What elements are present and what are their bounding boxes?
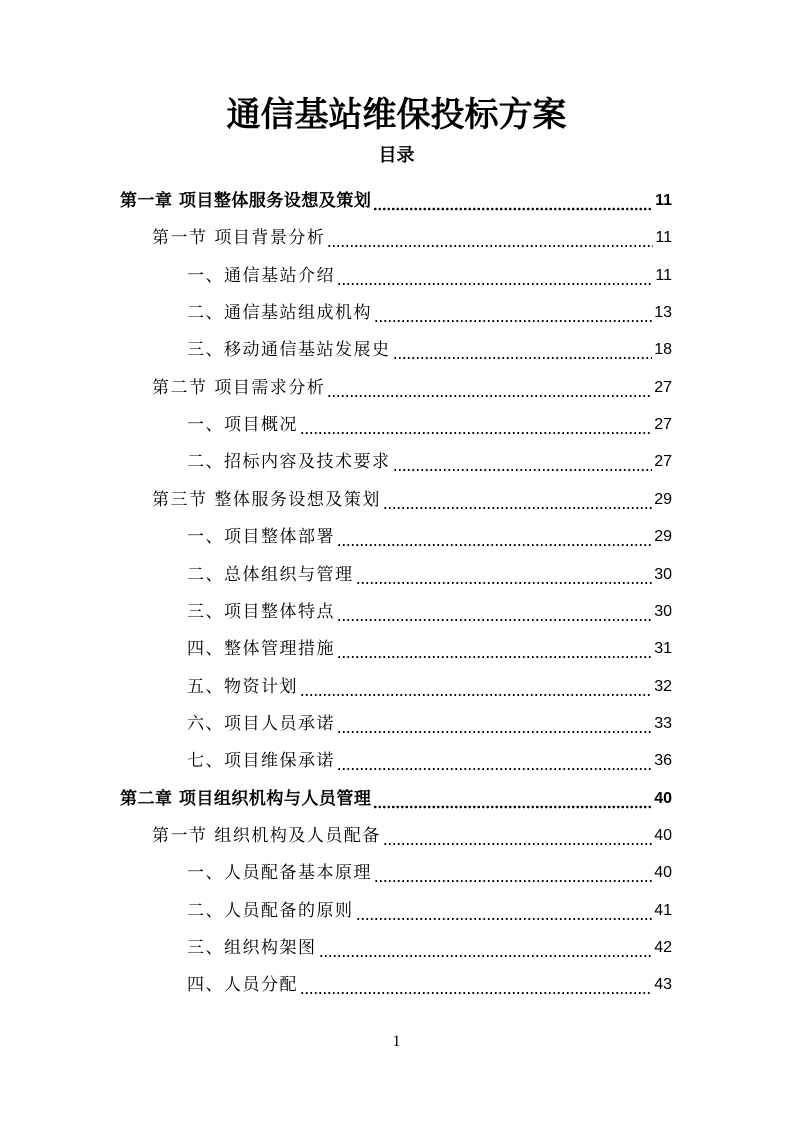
toc-subsection-entry[interactable] xyxy=(187,705,672,735)
toc-subsection-entry[interactable] xyxy=(187,443,672,473)
dot-leader xyxy=(337,638,652,660)
toc-entry-label: 三、移动通信基站发展史 xyxy=(187,340,391,361)
toc-entry-page-number: 18 xyxy=(654,341,672,359)
toc-chapter-entry[interactable] xyxy=(120,780,672,810)
toc-entry-page-number: 42 xyxy=(654,939,672,956)
dot-leader xyxy=(300,974,652,996)
toc-entry-page-number: 11 xyxy=(655,266,672,284)
toc-entry-page-number: 33 xyxy=(654,714,672,732)
toc-entry-page-number: 32 xyxy=(654,677,672,695)
toc-subsection-entry[interactable] xyxy=(187,518,672,548)
toc-subsection-entry[interactable] xyxy=(187,556,672,586)
toc-entry-label: 第一节 组织机构及人员配备 xyxy=(152,825,381,846)
toc-entry-label: 一、通信基站介绍 xyxy=(187,265,335,286)
toc-entry-page-number: 43 xyxy=(654,976,672,994)
toc-section-entry[interactable] xyxy=(152,219,672,249)
toc-entry-label: 七、项目维保承诺 xyxy=(187,751,335,772)
toc-subsection-entry[interactable] xyxy=(187,966,672,996)
toc-subsection-entry[interactable] xyxy=(187,892,672,922)
toc-entry-label: 第一节 项目背景分析 xyxy=(152,228,326,249)
toc-entry-page-number: 27 xyxy=(654,416,672,434)
toc-entry-page-number: 41 xyxy=(654,901,672,919)
toc-subsection-entry[interactable] xyxy=(187,294,672,324)
toc-entry-label: 二、招标内容及技术要求 xyxy=(187,452,391,473)
dot-leader xyxy=(327,227,653,249)
toc-subsection-entry[interactable] xyxy=(187,257,672,287)
toc-entry-page-number: 29 xyxy=(654,528,672,546)
dot-leader xyxy=(300,414,652,436)
toc-entry-page-number: 13 xyxy=(654,304,672,322)
toc-heading: 目录 xyxy=(378,145,415,166)
dot-leader xyxy=(337,601,652,623)
toc-subsection-entry[interactable] xyxy=(187,742,672,772)
dot-leader xyxy=(300,676,652,698)
toc-entry-page-number: 29 xyxy=(654,490,672,508)
toc-entry-label: 第二章 项目组织机构与人员管理 xyxy=(120,788,372,809)
toc-entry-label: 三、组织构架图 xyxy=(187,938,317,958)
toc-entry-label: 二、通信基站组成机构 xyxy=(187,303,372,324)
dot-leader xyxy=(337,713,652,735)
toc-entry-label: 二、人员配备的原则 xyxy=(187,900,354,921)
toc-entry-label: 第一章 项目整体服务设想及策划 xyxy=(120,191,372,211)
toc-subsection-entry[interactable] xyxy=(187,854,672,884)
dot-leader xyxy=(393,451,653,473)
toc-entry-page-number: 27 xyxy=(654,378,672,396)
toc-entry-label: 第二节 项目需求分析 xyxy=(152,377,326,398)
dot-leader xyxy=(337,526,652,548)
dot-leader xyxy=(373,788,652,810)
dot-leader xyxy=(393,339,653,361)
dot-leader xyxy=(337,265,653,287)
toc-entry-page-number: 27 xyxy=(654,453,672,471)
dot-leader xyxy=(327,377,652,399)
toc-subsection-entry[interactable] xyxy=(187,593,672,623)
toc-entry-page-number: 40 xyxy=(654,864,672,882)
toc-section-entry[interactable] xyxy=(152,369,672,399)
toc-entry-label: 第三节 整体服务设想及策划 xyxy=(152,489,381,510)
toc-subsection-entry[interactable] xyxy=(187,929,672,959)
dot-leader xyxy=(319,937,653,959)
toc-entry-page-number: 31 xyxy=(654,640,672,658)
toc-entry-label: 四、整体管理措施 xyxy=(187,639,335,660)
toc-entry-page-number: 11 xyxy=(655,229,672,247)
dot-leader xyxy=(383,825,652,847)
toc-subsection-entry[interactable] xyxy=(187,406,672,436)
toc-entry-label: 一、人员配备基本原理 xyxy=(187,863,372,884)
toc-section-entry[interactable] xyxy=(152,817,672,847)
toc-entry-label: 六、项目人员承诺 xyxy=(187,713,335,734)
toc-entry-page-number: 30 xyxy=(654,565,672,583)
toc-entry-label: 一、项目整体部署 xyxy=(187,527,335,548)
dot-leader xyxy=(374,302,652,324)
dot-leader xyxy=(374,862,652,884)
dot-leader xyxy=(337,750,652,772)
toc-entry-page-number: 11 xyxy=(655,192,672,209)
document-title: 通信基站维保投标方案 xyxy=(226,95,567,135)
toc-subsection-entry[interactable] xyxy=(187,630,672,660)
toc-entry-label: 四、人员分配 xyxy=(187,975,298,996)
dot-leader xyxy=(356,564,653,586)
toc-entry-page-number: 30 xyxy=(654,602,672,620)
dot-leader xyxy=(356,900,653,922)
toc-entry-label: 二、总体组织与管理 xyxy=(187,564,354,585)
toc-subsection-entry[interactable] xyxy=(187,668,672,698)
toc-entry-label: 一、项目概况 xyxy=(187,415,298,436)
toc-entry-page-number: 40 xyxy=(654,826,672,844)
dot-leader xyxy=(383,489,652,511)
toc-entry-label: 三、项目整体特点 xyxy=(187,601,335,622)
toc-entry-page-number: 40 xyxy=(654,789,672,807)
toc-subsection-entry[interactable] xyxy=(187,331,672,361)
dot-leader xyxy=(373,190,653,212)
toc-chapter-entry[interactable] xyxy=(120,182,672,212)
toc-section-entry[interactable] xyxy=(152,481,672,511)
toc-entry-page-number: 36 xyxy=(654,752,672,770)
page-number: 1 xyxy=(392,1033,401,1050)
toc-entry-label: 五、物资计划 xyxy=(187,676,298,697)
